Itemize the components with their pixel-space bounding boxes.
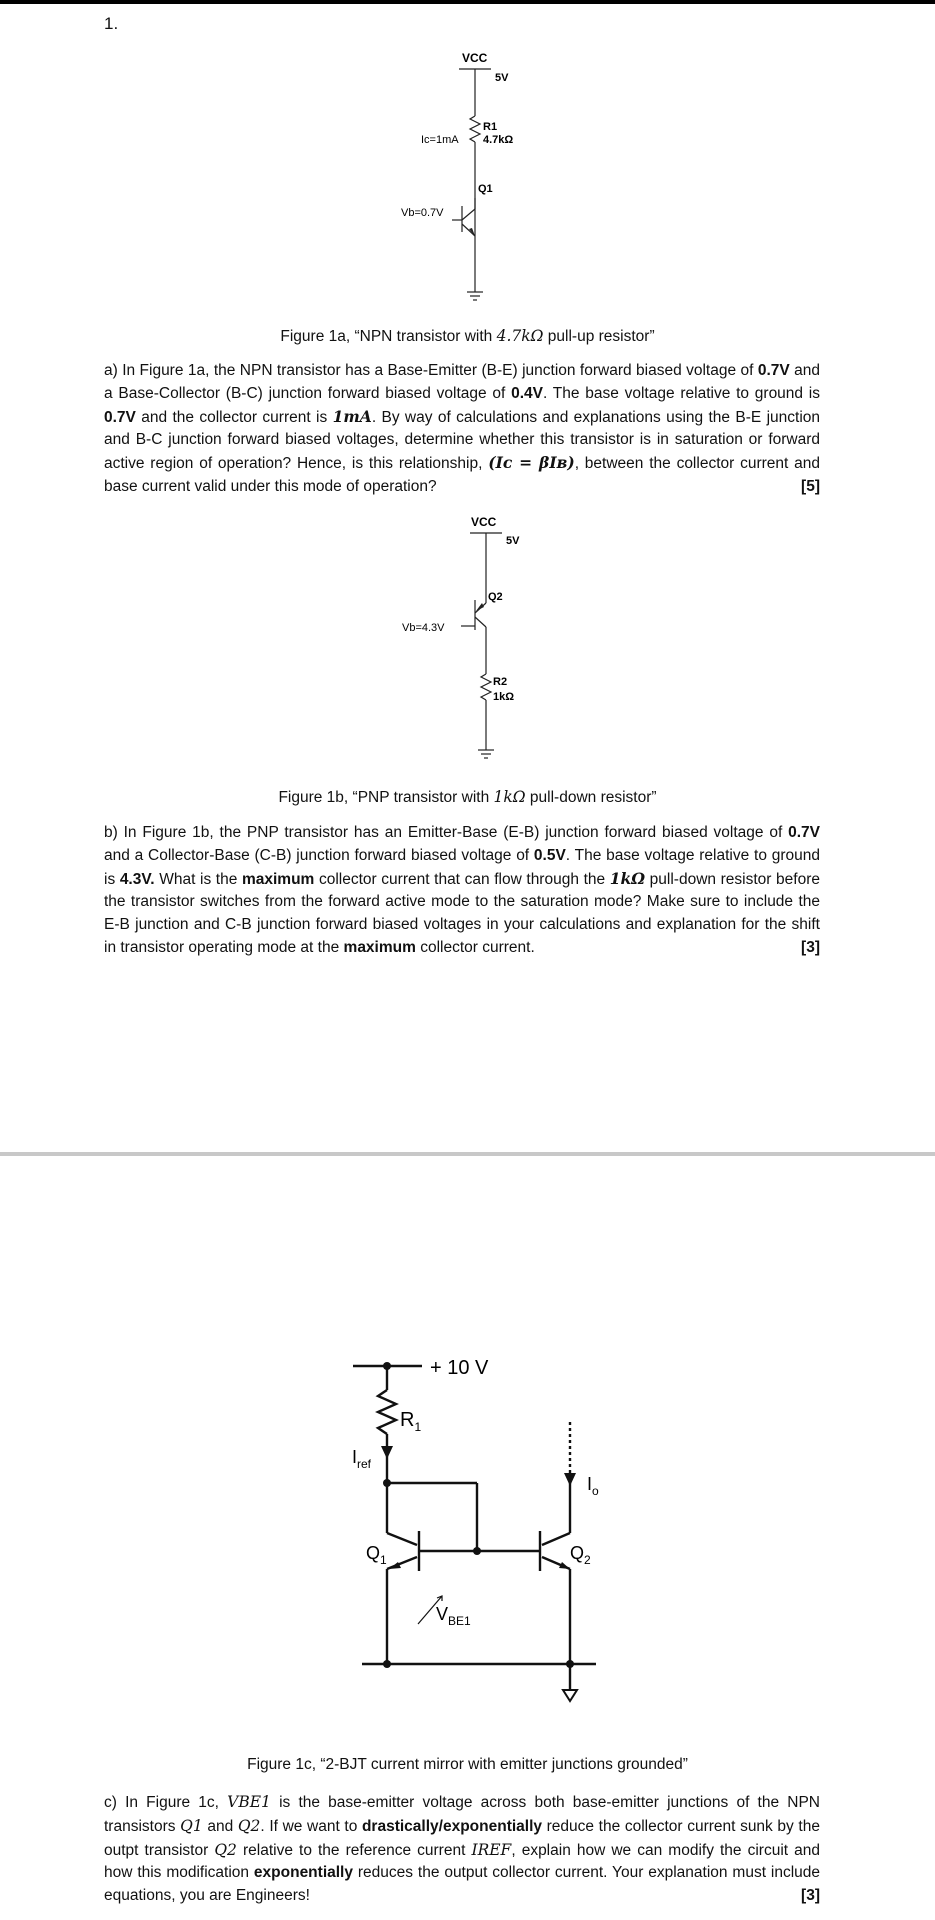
svg-text:VBE1: $V_{BE1}$ <box>436 1604 471 1628</box>
io-arrow <box>564 1473 576 1486</box>
fig1b-base-label: Vb=4.3V <box>402 622 445 634</box>
fig1a-supply-label: 5V <box>495 72 509 84</box>
part-c-question: c) In Figure 1c, VBE1 is the base-emitter voltage across both base-emitter junctions of the NPN transistors Q1 and Q2. If we want to drastically/exponentially reduce the collector current sunk by the outpt transistor Q2 relative to the reference current IREF, explain how we can modify the circuit and how this modification exponentially reduces the output collector current. Your explanation must include equations, you are Engineers! [3] <box>104 1791 820 1908</box>
fig1a-current-label: Ic=1mA <box>421 134 459 146</box>
svg-text:Q2: $Q_2$ <box>570 1543 591 1567</box>
page-divider <box>0 1152 935 1156</box>
fig1b-q2-label: Q2 <box>488 591 503 603</box>
svg-text:Io: $I_o$ <box>587 1474 599 1498</box>
svg-text:R1: $R_1$ <box>400 1409 422 1434</box>
fig1c-q2-label: Q <box>570 1543 585 1563</box>
figure-1a-caption: Figure 1a, “NPN transistor with 4.7kΩ pull-up resistor” <box>280 327 655 345</box>
q2-emitter-arrow <box>559 1562 570 1569</box>
figure-1c <box>0 1340 935 1720</box>
iref-arrow <box>381 1446 393 1459</box>
fig1c-io-label: I <box>587 1474 593 1494</box>
fig1b-r2-value: 1kΩ <box>493 691 515 703</box>
fig1c-vbe-label: V <box>436 1604 449 1624</box>
part-c-marks: [3] <box>801 1887 820 1905</box>
fig1a-vcc-label: VCC <box>462 51 488 65</box>
fig1a-base-label: Vb=0.7V <box>401 207 444 219</box>
fig1b-r2-name: R2 <box>493 676 508 688</box>
supply-node <box>383 1362 391 1370</box>
figure-1b <box>0 500 935 770</box>
fig1b-vcc-label: VCC <box>471 515 497 529</box>
q2-emitter-node <box>566 1660 574 1668</box>
resistor-r1c-symbol <box>378 1390 396 1434</box>
fig1b-supply-label: 5V <box>506 535 520 547</box>
base-node <box>473 1547 481 1555</box>
output-ground-arrow <box>563 1690 577 1701</box>
q2-emitter-arrow <box>476 603 484 611</box>
q1-emitter-node <box>383 1660 391 1668</box>
question-number: 1. <box>104 14 119 33</box>
part-b-question: b) In Figure 1b, the PNP transistor has an Emitter-Base (E-B) junction forward biased voltage of 0.7V and a Collector-Base (C-B) junction forward biased voltage of 0.5V. The base voltage relative to ground is 4.3V. What is the maximum collector current that can flow through the 1kΩ pull-down resistor before the transistor switches from the forward active mode to the saturation mode? Make sure to include the E-B junction and C-B junction forward biased voltages in your calculations and explanation for the shift in transistor operating mode at the maximum collector current. [3] <box>104 822 820 960</box>
part-a-marks: [5] <box>801 477 820 495</box>
figure-1b-caption: Figure 1b, “PNP transistor with 1kΩ pull-down resistor” <box>278 788 657 806</box>
svg-text:Q1: $Q_1$ <box>366 1543 387 1567</box>
part-a-question: a) In Figure 1a, the NPN transistor has a Base-Emitter (B-E) junction forward biased voltage of 0.7V and a Base-Collector (B-C) junction forward biased voltage of 0.4V. The base voltage relative to ground is 0.7V and the collector current is 1mA. By way of calculations and explanations using the B-E junction and B-C junction forward biased voltages, determine whether this transistor is in saturation or forward active region of operation? Hence, is this relationship, (Iᴄ = βIʙ), between the collector current and base current valid under this mode of operation? [5] <box>104 360 820 499</box>
part-b-marks: [3] <box>801 938 820 956</box>
fig1c-iref-label: I <box>352 1447 358 1467</box>
fig1a-r1-value: 4.7kΩ <box>483 134 514 146</box>
resistor-r1-symbol <box>470 116 480 142</box>
fig1c-supply-label: + 10 V <box>430 1357 489 1379</box>
fig1c-q1-label: Q <box>366 1543 381 1563</box>
collector-node <box>383 1479 391 1487</box>
fig1a-r1-name: R1 <box>483 121 498 133</box>
resistor-r2-symbol <box>481 674 491 700</box>
fig1c-r1-label: R <box>400 1409 415 1431</box>
svg-text:Iref: $I_{ref}$ <box>352 1447 372 1471</box>
figure-1a <box>0 0 935 320</box>
fig1a-q1-label: Q1 <box>478 183 493 195</box>
figure-1c-caption: Figure 1c, “2-BJT current mirror with emitter junctions grounded” <box>247 1756 688 1773</box>
